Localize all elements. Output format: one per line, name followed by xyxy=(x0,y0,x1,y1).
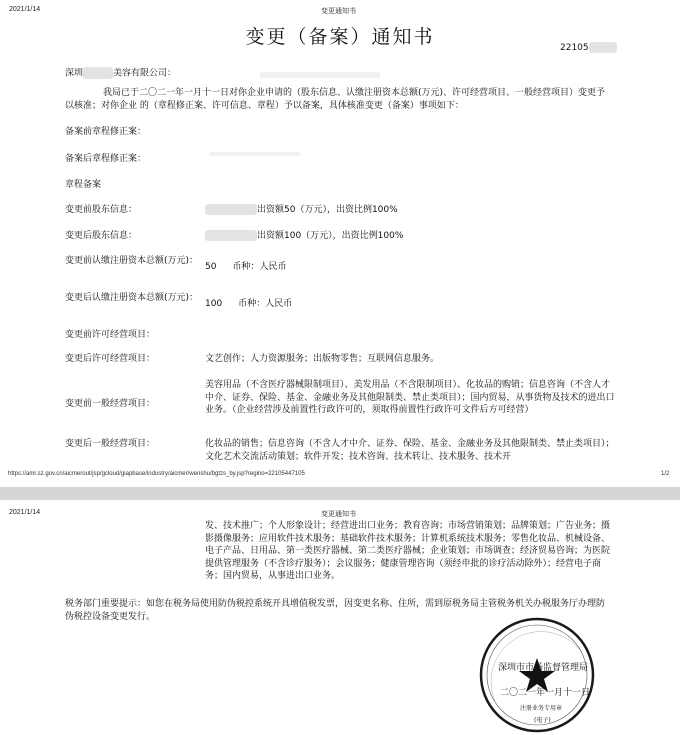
row-value-text: 出资额100（万元），出资比例100% xyxy=(257,231,404,241)
row-label: 变更后认缴注册资本总额(万元)： xyxy=(65,293,199,303)
row-label: 变更前许可经营项目： xyxy=(65,330,156,340)
capital-currency: 币种：人民币 xyxy=(238,299,293,309)
company-suffix: 美容有限公司： xyxy=(113,68,177,79)
row-label: 变更后股东信息： xyxy=(65,231,138,241)
seal-tag: (电子) xyxy=(534,717,551,724)
document-number xyxy=(560,42,617,53)
official-seal-area xyxy=(455,615,605,735)
capital-currency: 币种：人民币 xyxy=(232,262,287,272)
page-number: 1/2 xyxy=(661,471,670,477)
row-label: 变更前认缴注册资本总额(万元)： xyxy=(65,256,199,266)
print-tab-title: 变更通知书 xyxy=(321,8,356,15)
row-value xyxy=(205,230,615,243)
sign-date: 二〇二一年一月十一日 xyxy=(500,688,591,698)
row-value xyxy=(205,204,615,217)
row-value: 文艺创作；人力资源服务；出版物零售；互联网信息服务。 xyxy=(205,354,440,364)
row-value: 化妆品的销售；信息咨询（不含人才中介、证券、保险、基金、金融业务及其他限制类、禁止类项目）；文化艺术交流活动策划；软件开发；技术咨询、技术转让、技术服务、技术开 xyxy=(205,439,615,462)
official-seal-icon xyxy=(455,615,605,735)
document-page-2 xyxy=(0,500,680,735)
row-label: 章程备案 xyxy=(65,180,102,190)
page-url: https://amr.sz.gov.cn/aicmerout/jsp/gcloud/giapbase/industry/aicmer/wenshu/bgtzs_by.jsp?regino=22105447105 xyxy=(8,471,305,477)
company-addressee xyxy=(65,67,176,80)
redacted-block xyxy=(205,230,257,241)
issuing-authority: 深圳市市场监督管理局 xyxy=(498,663,589,673)
capital-amount: 50 xyxy=(205,262,217,272)
row-value xyxy=(205,261,615,274)
print-tab-title: 变更通知书 xyxy=(321,511,356,518)
scan-trace xyxy=(210,152,300,156)
row-value xyxy=(205,298,615,311)
document-number-text: 22105 xyxy=(560,43,589,53)
row-value-text: 出资额50（万元），出资比例100% xyxy=(257,205,398,215)
tax-notice: 税务部门重要提示：如您在税务局使用防伪税控系统开具增值税发票，因变更名称、住所，需到原税务局主管税务机关办税服务厅办理防伪税控设备变更发行。 xyxy=(65,599,606,622)
capital-amount: 100 xyxy=(205,299,223,309)
row-label: 变更前股东信息： xyxy=(65,205,138,215)
row-label: 变更后许可经营项目： xyxy=(65,354,156,364)
intro-paragraph: 我局已于二〇二一年一月十一日对你企业申请的（股东信息、认缴注册资本总额(万元)、许可经营项目、一般经营项目）变更予以核准；对你企业 的（章程修正案、许可信息、章程）予以备案，具体核准变更（备案）事项如下： xyxy=(65,88,606,111)
row-label: 备案后章程修正案： xyxy=(65,154,147,164)
print-date: 2021/1/14 xyxy=(9,6,41,13)
scan-trace xyxy=(260,72,380,78)
company-prefix: 深圳 xyxy=(65,68,84,79)
redacted-block xyxy=(589,42,617,53)
seal-subtitle: 注册业务专用章 xyxy=(520,705,563,712)
row-label: 备案前章程修正案： xyxy=(65,127,147,137)
row-value: 美容用品（不含医疗器械限制项目）、美发用品（不含限制项目）、化妆品的购销；信息咨询（不含人才中介、证券、保险、基金、金融业务及其他限制类、禁止类项目）；国内贸易，从事货物及技术的进出口业务。（企业经营涉及前置性行政许可的，须取得前置性行政许可文件后方可经营） xyxy=(205,380,615,415)
redacted-block xyxy=(83,67,113,79)
document-title: 变更（备案）通知书 xyxy=(245,26,435,48)
row-label: 变更后一般经营项目： xyxy=(65,439,156,449)
page-separator xyxy=(0,487,680,500)
business-scope-continuation: 发、技术推广；个人形象设计；经营进出口业务；教育咨询；市场营销策划；品牌策划；广告业务；摄影摄像服务；应用软件技术服务；基础软件技术服务；计算机系统技术服务；零售化妆品、机械设备、电子产品、日用品、第一类医疗器械、第二类医疗器械；企业策划；市场调查；经济贸易咨询；为医院提供管理服务（不含诊疗服务）；会议服务；健康管理咨询（须经申批的诊疗活动除外）；经营电子商务；国内贸易，从事进出口业务。 xyxy=(205,521,611,581)
row-label: 变更前一般经营项目： xyxy=(65,399,156,409)
redacted-block xyxy=(205,204,257,215)
print-date: 2021/1/14 xyxy=(9,509,41,516)
